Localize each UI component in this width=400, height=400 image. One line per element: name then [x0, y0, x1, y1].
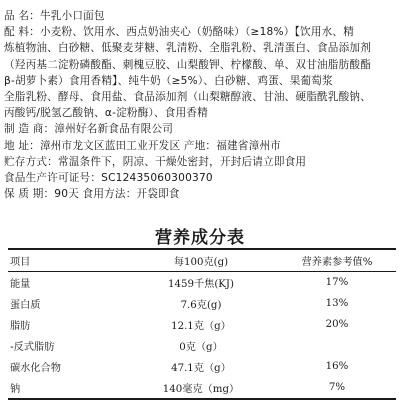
ingredients-line: （羟丙基二淀粉磷酸酯、刺槐豆胶、山梨酸钾、柠檬酸、单、双甘油脂肪酸酯 [4, 58, 371, 71]
nutrient-amount: 47.1克（g） [171, 363, 231, 374]
product-name-line: 品 名：牛乳小口面包 [4, 10, 105, 22]
ingredient-label-text [4, 8, 398, 202]
nutrient-nrv: 17% [325, 277, 349, 288]
nutrient-name: 能量 [10, 279, 31, 290]
nutrient-name: 碳水化合物 [10, 363, 61, 374]
header-item: 项目 [10, 257, 31, 268]
table-row [8, 377, 396, 399]
header-per-100g: 每100克(g) [173, 257, 229, 268]
nutrient-nrv [278, 335, 396, 356]
nutrition-table [8, 248, 396, 400]
ingredients-line: 炼植物油、白砂糖、低聚麦芽糖、乳清粉、全脂乳粉、乳清蛋白、食品添加剂 [4, 42, 371, 55]
table-row [8, 314, 396, 335]
license-line: 食品生产许可证号：SC12435060300370 [4, 172, 213, 185]
table-row [8, 293, 396, 314]
ingredients-line: 丙酸钙/脱氢乙酸钠、α-淀粉酶）、食用香精 [4, 107, 208, 120]
nutrient-nrv: 16% [325, 361, 349, 372]
ingredients-line: β-胡萝卜素）食用香精】、纯牛奶（≥5%）、白砂糖、鸡蛋、果葡萄浆 [4, 74, 333, 87]
shelf-life-line: 保 质 期：90天 食用方法：开袋即食 [4, 188, 180, 201]
nutrient-amount: 12.1克（g） [171, 321, 231, 332]
nutrient-amount: 0克（g） [179, 342, 223, 353]
nutrition-header-row [8, 249, 396, 272]
ingredients-line: 配 料：小麦粉、饮用水、西点奶油夹心（奶酪味）（≥18%）【饮用水、精 [4, 26, 354, 39]
ingredients-line: 全脂乳粉、酵母、食用盐、食品添加剂（山梨糖醇液、甘油、硬脂酰乳酸钠、 [4, 91, 371, 104]
nutrient-amount: 140毫克（mg） [162, 384, 240, 395]
nutrient-nrv: 20% [325, 319, 349, 330]
address-line: 地 址：漳州市龙文区蓝田工业开发区 产地：福建省漳州市 [4, 139, 281, 152]
nutrient-amount: 1459千焦(KJ) [168, 279, 234, 290]
nutrient-nrv: 7% [328, 382, 346, 393]
nutrient-nrv: 13% [325, 298, 349, 309]
manufacturer-line: 制 造 商：漳州好名新食品有限公司 [4, 123, 174, 136]
nutrient-name: 蛋白质 [10, 300, 41, 311]
storage-line: 贮存方式：常温条件下，阴凉、干燥处密封，开封后请立即食用 [4, 155, 307, 168]
nutrient-amount: 7.6克(g) [180, 300, 222, 311]
nutrition-table-title: 营养成分表 [155, 228, 245, 248]
nutrient-name: 脂肪 [10, 321, 31, 332]
table-row [8, 335, 396, 356]
table-row [8, 272, 396, 294]
header-nrv: 营养素参考值% [301, 257, 373, 268]
nutrient-name: 钠 [10, 384, 21, 395]
nutrient-name: -反式脂肪 [10, 342, 55, 353]
table-row [8, 356, 396, 377]
